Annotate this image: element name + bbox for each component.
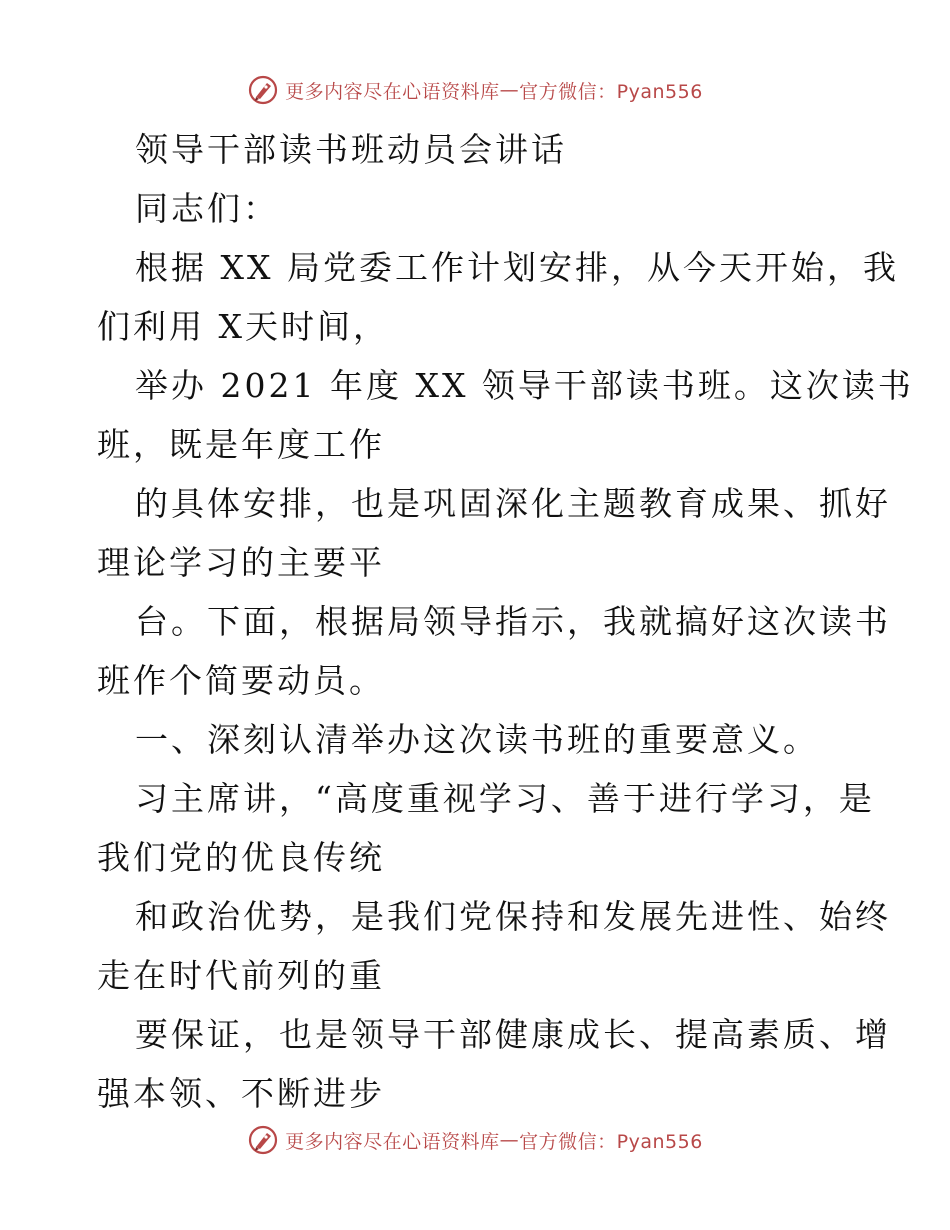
text-line: 习主席讲，“高度重视学习、善于进行学习，是 bbox=[135, 779, 875, 818]
text-line: 理论学习的主要平 bbox=[97, 543, 385, 582]
document-title: 领导干部读书班动员会讲话 bbox=[135, 130, 567, 169]
pen-nib-logo-icon bbox=[247, 1124, 279, 1156]
header-watermark bbox=[0, 70, 950, 110]
watermark-separator: — bbox=[499, 1129, 520, 1151]
watermark-contact: 官方微信：Pyan556 bbox=[519, 80, 703, 103]
document-body bbox=[97, 120, 914, 1123]
text-line: 们利用 X天时间， bbox=[97, 307, 389, 346]
section-heading: 一、深刻认清举办这次读书班的重要意义。 bbox=[135, 720, 819, 759]
watermark-text: 更多内容尽在心语资料库 bbox=[285, 1130, 500, 1153]
text-line: 班作个简要动员。 bbox=[97, 661, 385, 700]
pen-nib-logo-icon bbox=[247, 74, 279, 106]
watermark-text: 更多内容尽在心语资料库 bbox=[285, 80, 500, 103]
text-line: 和政治优势，是我们党保持和发展先进性、始终 bbox=[135, 897, 891, 936]
text-line: 举办 2021 年度 XX 领导干部读书班。这次读书 bbox=[135, 366, 914, 405]
watermark-separator: — bbox=[499, 79, 520, 101]
footer-watermark bbox=[0, 1120, 950, 1160]
watermark-contact: 官方微信：Pyan556 bbox=[519, 1130, 703, 1153]
text-line: 我们党的优良传统 bbox=[97, 838, 385, 877]
text-line: 要保证，也是领导干部健康成长、提高素质、增 bbox=[135, 1015, 891, 1054]
text-line: 强本领、不断进步 bbox=[97, 1074, 385, 1113]
text-line: 班，既是年度工作 bbox=[97, 425, 385, 464]
text-line: 走在时代前列的重 bbox=[97, 956, 385, 995]
text-line: 台。下面，根据局领导指示，我就搞好这次读书 bbox=[135, 602, 891, 641]
text-line: 根据 XX 局党委工作计划安排，从今天开始，我 bbox=[135, 248, 899, 287]
salutation: 同志们： bbox=[135, 189, 279, 228]
text-line: 的具体安排，也是巩固深化主题教育成果、抓好 bbox=[135, 484, 891, 523]
